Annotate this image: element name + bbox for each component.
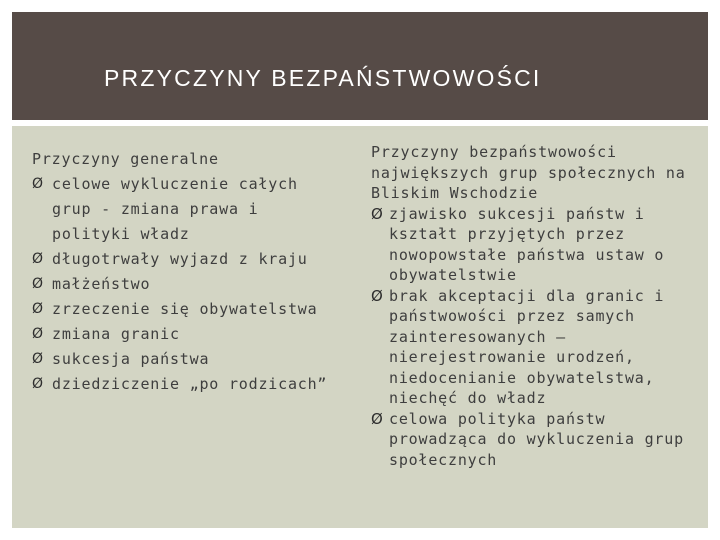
arrow-bullet-icon: Ø — [32, 276, 44, 292]
arrow-bullet-icon: Ø — [32, 326, 44, 342]
arrow-bullet-icon: Ø — [371, 204, 384, 223]
list-item-text: celowe wykluczenie całych grup - zmiana prawa i polityki władz — [52, 175, 298, 243]
list-item-text: zjawisko sukcesji państw i kształt przyjętych przez nowopowstałe państwa ustaw o obywatelstwie — [389, 204, 665, 284]
title-bar — [12, 12, 708, 120]
left-column — [32, 147, 342, 397]
left-bullet-list — [32, 172, 342, 397]
left-heading: Przyczyny generalne — [32, 150, 219, 168]
arrow-bullet-icon: Ø — [371, 409, 384, 428]
list-item-text: sukcesja państwa — [52, 350, 210, 368]
list-item — [32, 347, 342, 372]
right-heading: Przyczyny bezpaństwowości największych grup społecznych na Bliskim Wschodzie — [371, 143, 686, 202]
list-item-text: małżeństwo — [52, 275, 151, 293]
arrow-bullet-icon: Ø — [32, 176, 44, 192]
list-item — [371, 204, 691, 286]
arrow-bullet-icon: Ø — [32, 301, 44, 317]
list-item-text: dziedziczenie „po rodzicach” — [52, 375, 328, 393]
list-item-text: zrzeczenie się obywatelstwa — [52, 300, 318, 318]
list-item — [32, 297, 342, 322]
arrow-bullet-icon: Ø — [371, 286, 384, 305]
list-item-text: zmiana granic — [52, 325, 180, 343]
list-item-text: celowa polityka państw prowadząca do wykluczenia grup społecznych — [389, 409, 684, 469]
list-item — [371, 409, 691, 471]
list-item-text: brak akceptacji dla granic i państwowości przez samych zainteresowanych – nierejestrowanie urodzeń, niedocenianie obywatelstwa, niechęć do władz — [389, 286, 665, 407]
list-item — [32, 247, 342, 272]
arrow-bullet-icon: Ø — [32, 351, 44, 367]
arrow-bullet-icon: Ø — [32, 376, 44, 392]
list-item — [371, 286, 691, 409]
list-item — [32, 322, 342, 347]
slide-title: PRZYCZYNY BEZPAŃSTWOWOŚCI — [104, 65, 542, 91]
right-bullet-list — [371, 204, 691, 471]
arrow-bullet-icon: Ø — [32, 251, 44, 267]
right-column — [371, 142, 691, 470]
list-item — [32, 272, 342, 297]
list-item-text: długotrwały wyjazd z kraju — [52, 250, 308, 268]
list-item — [32, 172, 342, 247]
list-item — [32, 372, 342, 397]
